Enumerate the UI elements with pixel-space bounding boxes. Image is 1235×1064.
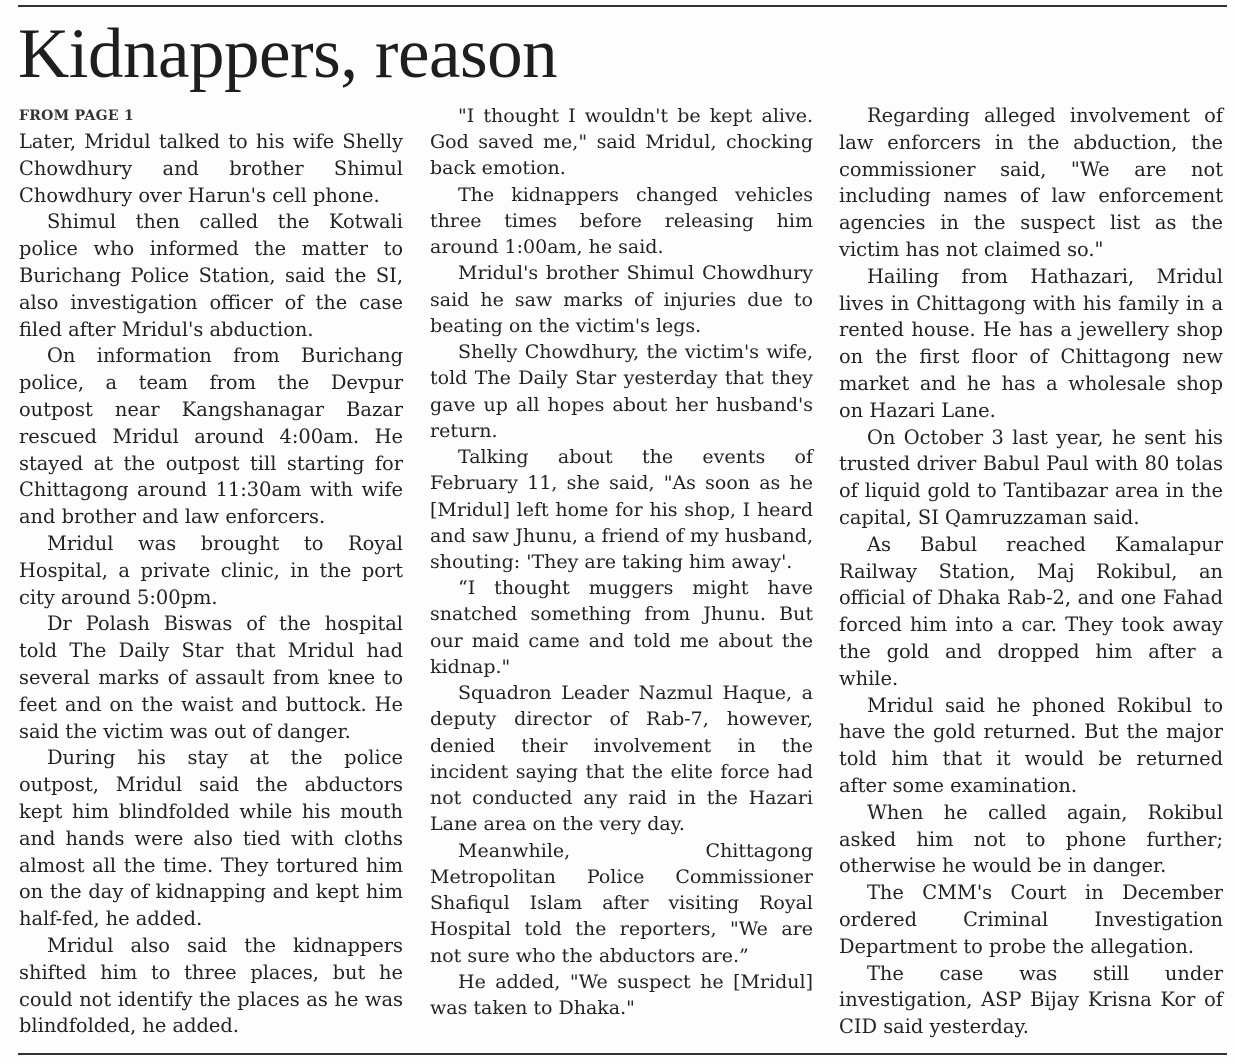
paragraph: Regarding alleged involvement of law enforcers in the abduction, the commissioner said, "We are not including names of law enforcement agencies in the suspect list as the victim has not claimed so." <box>839 104 1223 261</box>
paragraph: The CMM's Court in December ordered Criminal Investigation Department to probe the allegation. <box>839 881 1223 958</box>
article-column-2 <box>430 103 813 1021</box>
paragraph: The case was still under investigation, ASP Bijay Krisna Kor of CID said yesterday. <box>839 961 1223 1039</box>
paragraph: On October 3 last year, he sent his trusted driver Babul Paul with 80 tolas of liquid gold to Tantibazar area in the capital, SI Qamruzzaman said. <box>839 425 1223 529</box>
bottom-rule <box>18 1053 1227 1055</box>
paragraph: The kidnappers changed vehicles three times before releasing him around 1:00am, he said. <box>430 183 813 259</box>
paragraph: Mridul said he phoned Rokibul to have the gold returned. But the major told him that it would be returned after some examination. <box>839 693 1223 797</box>
paragraph: As Babul reached Kamalapur Railway Station, Maj Rokibul, an official of Dhaka Rab-2, and one Fahad forced him into a car. They took away the gold and dropped him after a while. <box>839 532 1223 690</box>
paragraph: Shimul then called the Kotwali police who informed the matter to Burichang Police Station, said the SI, also investigation officer of the case filed after Mridul's abduction. <box>19 210 403 341</box>
paragraph: Later, Mridul talked to his wife Shelly Chowdhury and brother Shimul Chowdhury over Harun's cell phone. <box>19 130 403 207</box>
paragraph: On information from Burichang police, a team from the Devpur outpost near Kangshanagar Bazar rescued Mridul around 4:00am. He stayed at the outpost till starting for Chittagong around 11:30am with wife and brother and law enforcers. <box>19 344 403 529</box>
headline: Kidnappers, reason <box>18 15 558 93</box>
paragraph: He added, "We suspect he [Mridul] was taken to Dhaka." <box>430 970 813 1019</box>
dateline: FROM PAGE 1 <box>19 108 135 124</box>
paragraph: When he called again, Rokibul asked him not to phone further; otherwise he would be in danger. <box>839 800 1223 878</box>
article-column-1 <box>19 103 403 1040</box>
paragraph: “I thought muggers might have snatched something from Jhunu. But our maid came and told me about the kidnap." <box>430 577 813 678</box>
paragraph: "I thought I wouldn't be kept alive. God saved me," said Mridul, chocking back emotion. <box>430 105 813 180</box>
paragraph: Mridul was brought to Royal Hospital, a private clinic, in the port city around 5:00pm. <box>19 531 403 609</box>
article-column-3 <box>839 103 1223 1041</box>
paragraph: Dr Polash Biswas of the hospital told The Daily Star that Mridul had several marks of assault from knee to feet and on the waist and buttock. He said the victim was out of danger. <box>19 612 403 743</box>
paragraph: Hailing from Hathazari, Mridul lives in Chittagong with his family in a rented house. He has a jewellery shop on the first floor of Chittagong new market and he has a wholesale shop on Hazari Lane. <box>839 264 1223 422</box>
paragraph: Mridul's brother Shimul Chowdhury said he saw marks of injuries due to beating on the victim's legs. <box>430 262 813 337</box>
paragraph: During his stay at the police outpost, Mridul said the abductors kept him blindfolded while his mouth and hands were also tied with cloths almost all the time. They tortured him on the day of kidnapping and kept him half-fed, he added. <box>19 746 403 931</box>
paragraph: Shelly Chowdhury, the victim's wife, told The Daily Star yesterday that they gave up all hopes about her husband's return. <box>430 341 813 442</box>
paragraph: Meanwhile, Chittagong Metropolitan Police Commissioner Shafiqul Islam after visiting Royal Hospital told the reporters, "We are not sure who the abductors are.” <box>430 839 813 967</box>
paragraph: Squadron Leader Nazmul Haque, a deputy director of Rab-7, however, denied their involvement in the incident saying that the elite force had not conducted any raid in the Hazari Lane area on the very day. <box>430 682 813 836</box>
paragraph: Mridul also said the kidnappers shifted him to three places, but he could not identify the places as he was blindfolded, he added. <box>19 933 403 1038</box>
top-rule <box>18 5 1227 7</box>
paragraph: Talking about the events of February 11, she said, "As soon as he [Mridul] left home for his shop, I heard and saw Jhunu, a friend of my husband, shouting: 'They are taking him away'. <box>430 446 813 573</box>
